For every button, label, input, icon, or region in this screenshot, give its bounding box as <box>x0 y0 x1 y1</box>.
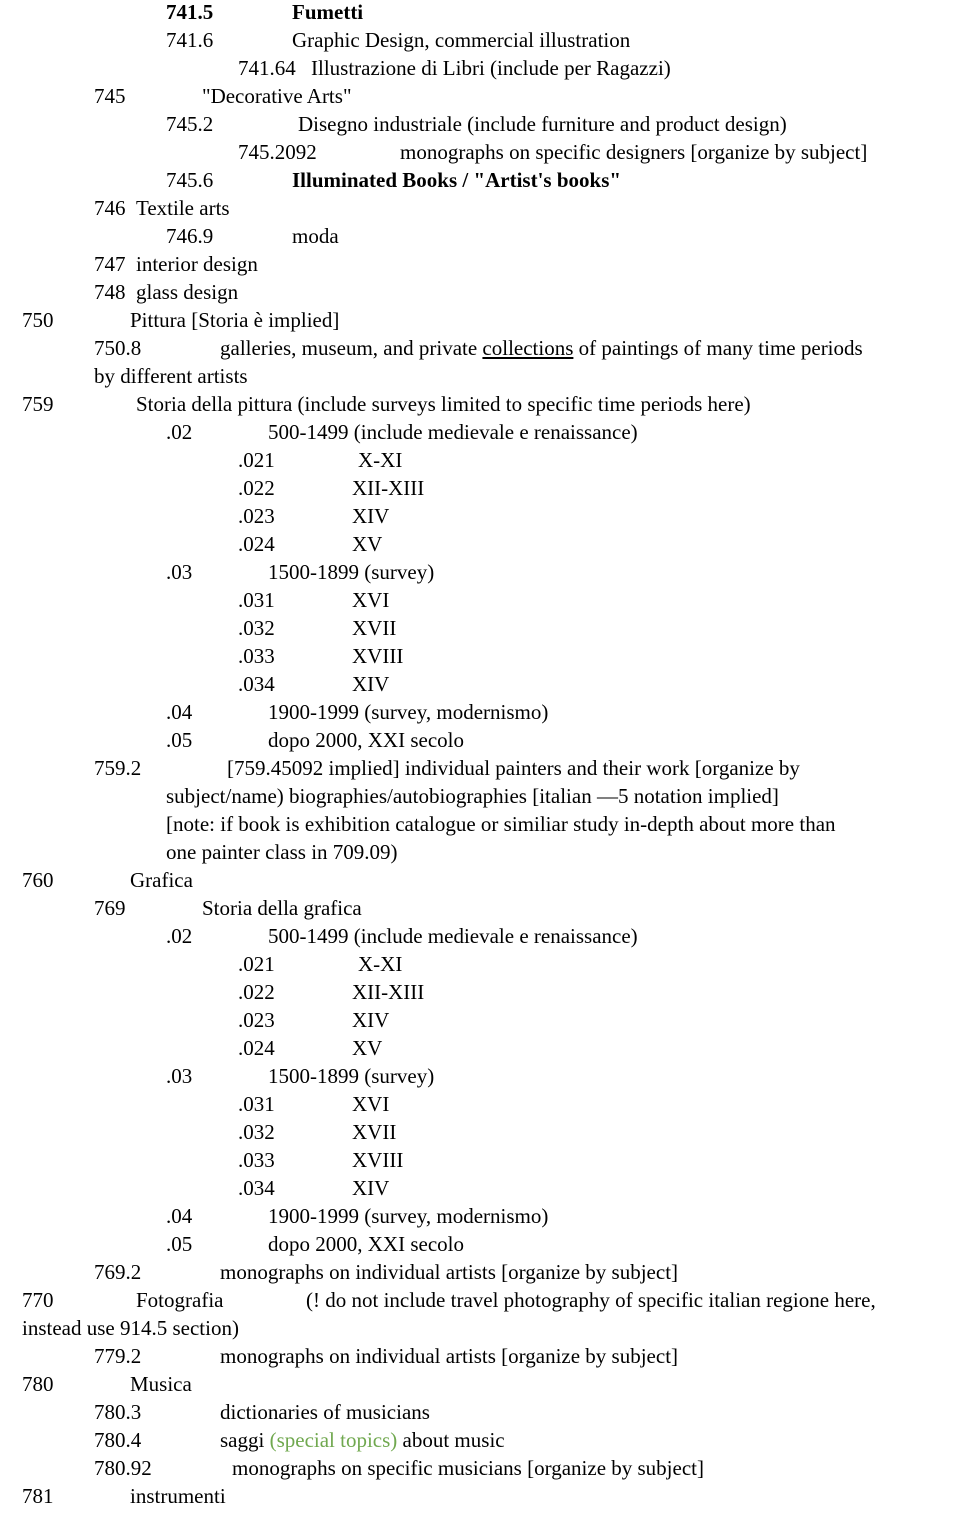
entry-code: .031 <box>238 1092 275 1116</box>
entry-text: [759.45092 implied] individual painters and their work [organize by <box>227 756 800 780</box>
entry-code: .032 <box>238 616 275 640</box>
entry-code: 769 <box>94 896 126 920</box>
entry-code: 745.2092 <box>238 140 317 164</box>
entry-text: glass design <box>136 280 239 304</box>
entry-code: 745 <box>94 84 126 108</box>
entry-code: .03 <box>166 1064 193 1088</box>
entry-code: 748 <box>94 280 126 304</box>
entry-text: monographs on individual artists [organize by subject] <box>220 1344 679 1368</box>
entry-text: Graphic Design, commercial illustration <box>292 28 631 52</box>
entry-text <box>220 1426 505 1454</box>
entry-text: XVIII <box>352 1148 404 1172</box>
entry-text: 1500-1899 (survey) <box>268 1064 435 1088</box>
entry-code: .02 <box>166 924 193 948</box>
entry-code: 741.64 <box>238 56 296 80</box>
entry-text: 500-1499 (include medievale e renaissance) <box>268 420 638 444</box>
entry-text-part: saggi <box>220 1428 265 1452</box>
entry-code: .034 <box>238 672 275 696</box>
entry-code: 769.2 <box>94 1260 142 1284</box>
entry-code: 746 <box>94 196 126 220</box>
entry-code: 760 <box>22 868 54 892</box>
entry-code: 780 <box>22 1372 54 1396</box>
entry-note: (! do not include travel photography of specific italian regione here, <box>306 1288 876 1312</box>
entry-code: .022 <box>238 476 275 500</box>
entry-text-continued: subject/name) biographies/autobiographies [italian —5 notation implied] <box>166 784 779 808</box>
entry-text-part: galleries, museum, and private <box>220 336 478 360</box>
entry-code: 759.2 <box>94 756 142 780</box>
entry-code: .04 <box>166 1204 193 1228</box>
entry-text: Textile arts <box>136 196 230 220</box>
entry-code: 780.92 <box>94 1456 152 1480</box>
entry-code: .023 <box>238 504 275 528</box>
entry-text: monographs on specific designers [organize by subject] <box>400 140 868 164</box>
entry-text: Musica <box>130 1372 192 1396</box>
entry-code: 741.6 <box>166 28 214 52</box>
entry-text: XIV <box>352 504 390 528</box>
entry-code: 780.3 <box>94 1400 142 1424</box>
entry-code: .033 <box>238 1148 275 1172</box>
entry-text: XVII <box>352 1120 397 1144</box>
entry-code: .021 <box>238 448 275 472</box>
entry-code: .034 <box>238 1176 275 1200</box>
entry-text: Storia della grafica <box>202 896 362 920</box>
entry-text: 500-1499 (include medievale e renaissance) <box>268 924 638 948</box>
entry-text: dopo 2000, XXI secolo <box>268 1232 464 1256</box>
entry-code: 770 <box>22 1288 54 1312</box>
entry-code: .03 <box>166 560 193 584</box>
entry-text: XIV <box>352 1176 390 1200</box>
entry-code: .031 <box>238 588 275 612</box>
entry-text: XVI <box>352 1092 390 1116</box>
entry-code: .032 <box>238 1120 275 1144</box>
entry-text-continued: by different artists <box>94 364 248 388</box>
entry-code: 750.8 <box>94 336 142 360</box>
entry-text-part: about music <box>402 1428 505 1452</box>
entry-code: .04 <box>166 700 193 724</box>
entry-code: .022 <box>238 980 275 1004</box>
entry-text: XVI <box>352 588 390 612</box>
entry-code: 747 <box>94 252 126 276</box>
entry-text-part: of paintings of many time periods <box>578 336 863 360</box>
entry-code: .05 <box>166 1232 193 1256</box>
entry-text: Storia della pittura (include surveys limited to specific time periods here) <box>136 392 751 416</box>
entry-text: XII-XIII <box>352 476 425 500</box>
entry-text: 1900-1999 (survey, modernismo) <box>268 1204 549 1228</box>
entry-text: Illustrazione di Libri (include per Ragazzi) <box>311 56 671 80</box>
entry-text: instrumenti <box>130 1484 226 1508</box>
entry-code: .024 <box>238 1036 275 1060</box>
entry-text-continued: one painter class in 709.09) <box>166 840 398 864</box>
entry-code: 746.9 <box>166 224 214 248</box>
entry-code: .05 <box>166 728 193 752</box>
entry-text: Illuminated Books / "Artist's books" <box>292 168 622 192</box>
entry-text-continued: [note: if book is exhibition catalogue or similiar study in-depth about more than <box>166 812 836 836</box>
entry-code: 779.2 <box>94 1344 142 1368</box>
entry-code: 745.2 <box>166 112 214 136</box>
entry-text: interior design <box>136 252 258 276</box>
entry-text: Fotografia <box>136 1288 224 1312</box>
entry-text: XVII <box>352 616 397 640</box>
entry-note-continued: instead use 914.5 section) <box>22 1316 239 1340</box>
entry-text: monographs on individual artists [organize by subject] <box>220 1260 679 1284</box>
entry-text: XIV <box>352 672 390 696</box>
entry-text: XV <box>352 1036 383 1060</box>
highlighted-text: (special topics) <box>269 1428 398 1452</box>
entry-text: Pittura [Storia è implied] <box>130 308 340 332</box>
entry-code: .02 <box>166 420 193 444</box>
entry-text: dopo 2000, XXI secolo <box>268 728 464 752</box>
entry-text: Disegno industriale (include furniture and product design) <box>298 112 787 136</box>
entry-text: XII-XIII <box>352 980 425 1004</box>
entry-text: Grafica <box>130 868 193 892</box>
entry-text: moda <box>292 224 339 248</box>
entry-text: dictionaries of musicians <box>220 1400 430 1424</box>
entry-code: 750 <box>22 308 54 332</box>
entry-text: Fumetti <box>292 0 364 24</box>
entry-text: "Decorative Arts" <box>202 84 352 108</box>
entry-text: 1900-1999 (survey, modernismo) <box>268 700 549 724</box>
entry-text: XV <box>352 532 383 556</box>
entry-code: 781 <box>22 1484 54 1508</box>
entry-text: XIV <box>352 1008 390 1032</box>
entry-text: monographs on specific musicians [organize by subject] <box>232 1456 704 1480</box>
underlined-word: collections <box>482 336 574 360</box>
entry-code: .033 <box>238 644 275 668</box>
entry-text: XVIII <box>352 644 404 668</box>
entry-code: 780.4 <box>94 1428 142 1452</box>
entry-text <box>220 334 863 362</box>
entry-code: .024 <box>238 532 275 556</box>
entry-code: 741.5 <box>166 0 214 24</box>
entry-code: .021 <box>238 952 275 976</box>
entry-text: 1500-1899 (survey) <box>268 560 435 584</box>
entry-code: 759 <box>22 392 54 416</box>
entry-text: X-XI <box>358 952 403 976</box>
entry-code: 745.6 <box>166 168 214 192</box>
entry-text: X-XI <box>358 448 403 472</box>
entry-code: .023 <box>238 1008 275 1032</box>
